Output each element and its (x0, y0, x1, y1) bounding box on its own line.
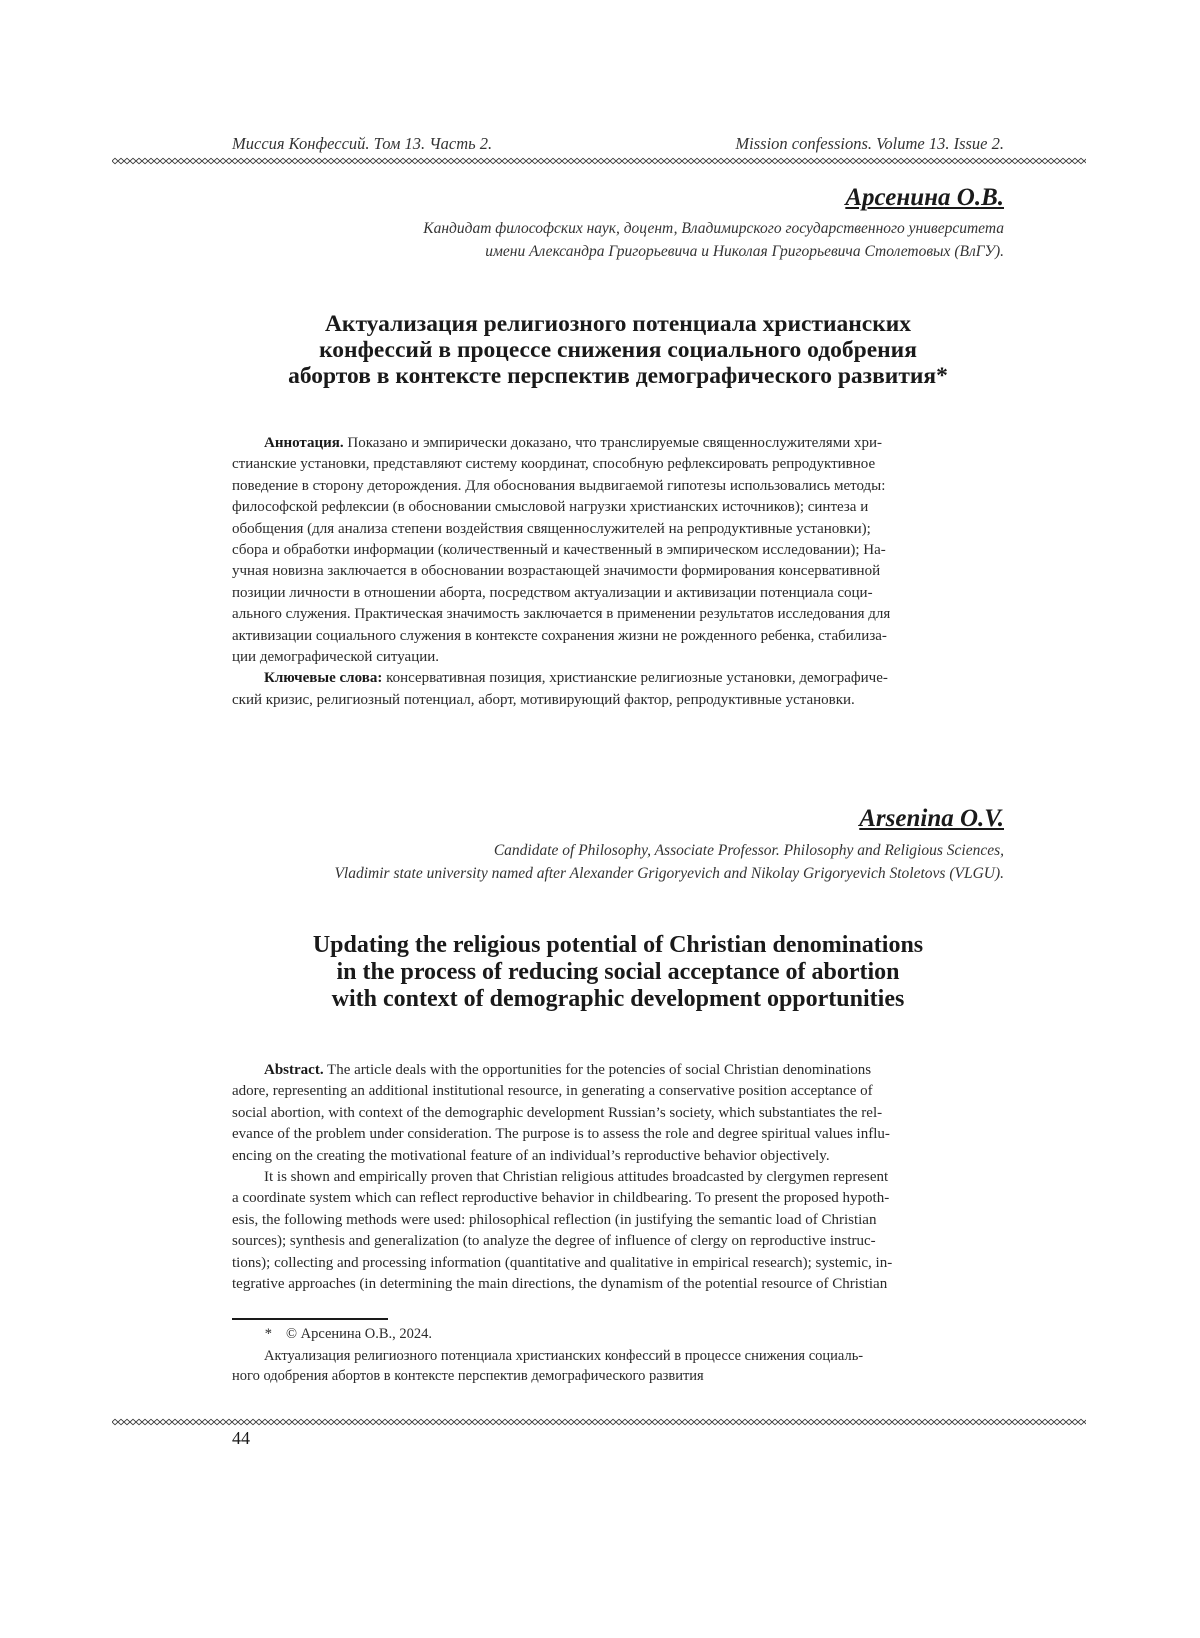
annotation-line: стианские установки, представляют систему координат, способную рефлексировать репродуктивное (232, 456, 876, 473)
keywords-text: консервативная позиция, христианские религиозные установки, демографиче- (382, 670, 888, 687)
abstract-label: Abstract. (264, 1062, 324, 1078)
title-line: Актуализация религиозного потенциала христианских (324, 311, 912, 337)
title-line: in the process of reducing social acceptance of abortion (336, 959, 900, 985)
annotation-ru (232, 433, 1004, 711)
annotation-line: учная новизна заключается в обосновании возрастающей значимости формирования консервативной (232, 563, 881, 580)
annotation-label: Аннотация. (264, 435, 344, 451)
abstract-line: social abortion, with context of the demographic development Russian’s society, which substantiates the rel- (232, 1104, 883, 1121)
abstract-text: The article deals with the opportunities for the potencies of social Christian denominations (323, 1062, 872, 1078)
affiliation-line: имени Александра Григорьевича и Николая Григорьевича Столетовых (ВлГУ). (485, 243, 1004, 260)
title-line: конфессий в процессе снижения социального одобрения (319, 337, 917, 363)
abstract-line: evance of the problem under consideration. The purpose is to assess the role and degree spiritual values influ- (232, 1126, 890, 1143)
annotation-line: сбора и обработки информации (количественный и качественный в эмпирическом исследовании); На- (232, 541, 886, 558)
annotation-line: поведение в сторону деторождения. Для обоснования выдвигаемой гипотезы использовались методы: (232, 477, 886, 494)
author-affiliation-ru (423, 217, 1004, 263)
author-affiliation-en (334, 839, 1004, 885)
page-number: 44 (232, 1428, 250, 1448)
annotation-line: активизации социального служения в контексте сохранения жизни не рожденного ребенка, стабилиза- (232, 627, 887, 644)
article-title-en (232, 932, 1004, 1013)
footnote-marker: * (264, 1326, 272, 1342)
keywords-label: Ключевые слова: (264, 670, 383, 687)
annotation-line: ального служения. Практическая значимость заключается в применении результатов исследования для (232, 606, 891, 623)
abstract-paragraph-2: It is shown and empirically proven that Christian religious attitudes broadcasted by clergymen represent (264, 1168, 889, 1185)
keywords-line: ский кризис, религиозный потенциал, аборт, мотивирующий фактор, репродуктивные установки. (232, 691, 855, 708)
annotation-text: Показано и эмпирически доказано, что транслируемые священнослужителями хри- (343, 435, 882, 451)
title-line: with context of demographic development opportunities (331, 986, 905, 1012)
affiliation-line: Candidate of Philosophy, Associate Professor. Philosophy and Religious Sciences, (493, 842, 1004, 859)
running-header-right: Mission confessions. Volume 13. Issue 2. (735, 134, 1004, 153)
annotation-line: позиции личности в отношении аборта, посредством актуализации и активизации потенциала соци- (232, 584, 873, 601)
footnote-title (232, 1346, 1004, 1386)
author-name-en: Arsenina O.V. (859, 805, 1004, 832)
affiliation-line: Кандидат философских наук, доцент, Владимирского государственного университета (423, 220, 1004, 237)
article-title-ru (232, 311, 1004, 389)
annotation-line: обобщения (для анализа степени воздействия священнослужителей на репродуктивные установки); (232, 520, 871, 537)
annotation-line: философской рефлексии (в обосновании смысловой нагрузки христианских источников); синтеза и (232, 499, 869, 516)
footnote-copyright (232, 1324, 1004, 1344)
abstract-line: a coordinate system which can reflect reproductive behavior in childbearing. To present the proposed hypoth- (232, 1190, 890, 1207)
abstract-en (232, 1060, 1004, 1295)
abstract-line: tegrative approaches (in determining the main directions, the dynamism of the potential resource of Christian (232, 1275, 888, 1292)
abstract-line: esis, the following methods were used: philosophical reflection (in justifying the semantic load of Christian (232, 1211, 877, 1228)
title-line: абортов в контексте перспектив демографического развития* (288, 363, 948, 389)
footer-ornament-rule (112, 1418, 1086, 1426)
footnote-line: Актуализация религиозного потенциала христианских конфессий в процессе снижения социаль- (264, 1348, 864, 1364)
footnote-line: ного одобрения абортов в контексте перспектив демографического развития (232, 1368, 704, 1384)
abstract-line: encing on the creating the motivational feature of an individual’s reproductive behavior objectively. (232, 1147, 830, 1164)
running-header-left: Миссия Конфессий. Том 13. Часть 2. (232, 134, 493, 153)
abstract-line: sources); synthesis and generalization (to analyze the degree of influence of clergy on reproductive instruc- (232, 1233, 876, 1250)
title-line: Updating the religious potential of Christian denominations (312, 932, 924, 958)
footnote-copyright-text: © Арсенина О.В., 2024. (286, 1326, 433, 1342)
abstract-line: adore, representing an additional institutional resource, in generating a conservative position acceptance of (232, 1083, 873, 1100)
running-header (232, 134, 1004, 156)
affiliation-line: Vladimir state university named after Alexander Grigoryevich and Nikolay Grigoryevich Stoletovs (VLGU). (334, 865, 1004, 882)
author-name-ru: Арсенина О.В. (845, 184, 1004, 211)
annotation-line: ции демографической ситуации. (232, 648, 440, 665)
abstract-line: tions); collecting and processing information (quantitative and qualitative in empirical research); systemic, in- (232, 1254, 893, 1271)
footnote-separator (232, 1318, 388, 1320)
header-ornament-rule (112, 157, 1086, 165)
